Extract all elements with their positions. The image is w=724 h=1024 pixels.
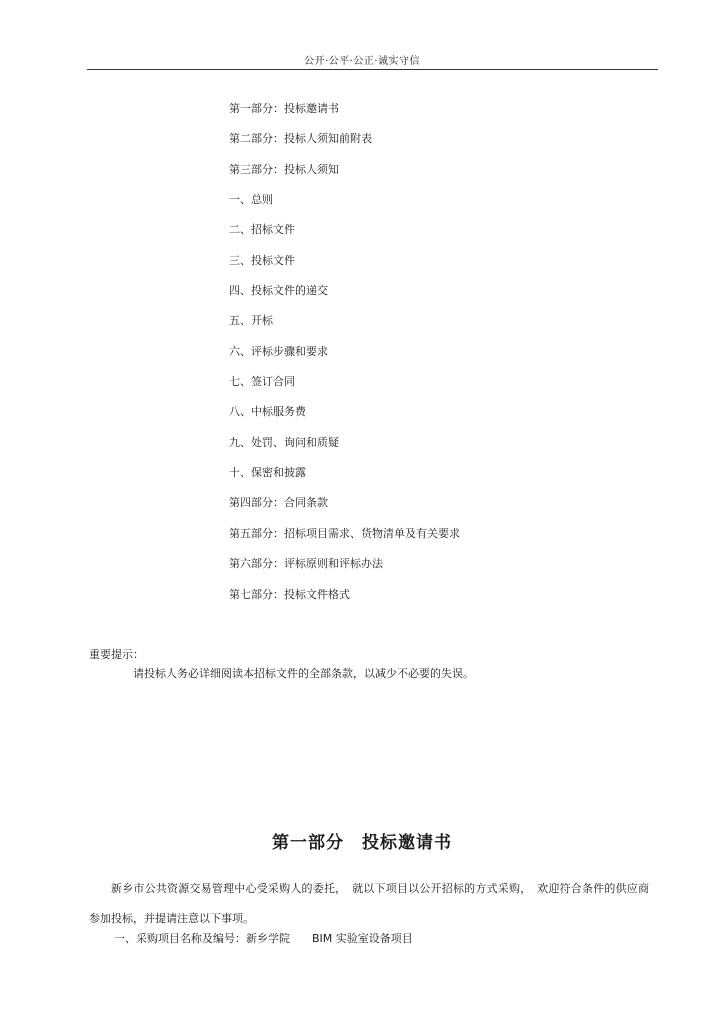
table-of-contents bbox=[229, 100, 460, 616]
toc-item: 第六部分：评标原则和评标办法 bbox=[229, 557, 383, 571]
important-notice-text: 请投标人务必详细阅读本招标文件的全部条款，以减少不必要的失误。 bbox=[133, 667, 474, 680]
section-title: 第一部分 投标邀请书 bbox=[272, 833, 452, 853]
toc-item: 第七部分：投标文件格式 bbox=[229, 587, 350, 601]
invitation-paragraph: 新乡市公共资源交易管理中心受采购人的委托， 就以下项目以公开招标的方式采购， 欢迎符合条件的供应商参加投标，并提请注意以下事项。 bbox=[89, 882, 649, 925]
toc-item: 五、开标 bbox=[229, 314, 273, 328]
toc-item: 第一部分：投标邀请书 bbox=[229, 102, 339, 115]
toc-item: 第四部分：合同条款 bbox=[229, 496, 328, 510]
project-name-line: 一、采购项目名称及编号：新乡学院 BIM 实验室设备项目 bbox=[114, 932, 413, 945]
toc-item: 四、投标文件的递交 bbox=[229, 284, 328, 298]
toc-item: 九、处罚、询问和质疑 bbox=[229, 435, 339, 449]
toc-item: 第三部分：投标人须知 bbox=[229, 162, 339, 176]
header-divider bbox=[87, 69, 658, 70]
toc-item: 第五部分：招标项目需求、货物清单及有关要求 bbox=[229, 526, 460, 540]
toc-item: 第二部分：投标人须知前附表 bbox=[229, 132, 372, 146]
toc-item: 六、评标步骤和要求 bbox=[229, 344, 328, 358]
toc-item: 二、招标文件 bbox=[229, 223, 295, 237]
toc-item: 八、中标服务费 bbox=[229, 405, 306, 419]
important-notice-label: 重要提示： bbox=[89, 648, 144, 661]
toc-item: 三、投标文件 bbox=[229, 253, 295, 267]
toc-item: 七、签订合同 bbox=[229, 375, 295, 389]
toc-item: 一、总则 bbox=[229, 193, 273, 207]
toc-item: 十、保密和披露 bbox=[229, 466, 306, 480]
page-header-motto: 公开·公平·公正·诚实守信 bbox=[303, 56, 421, 67]
